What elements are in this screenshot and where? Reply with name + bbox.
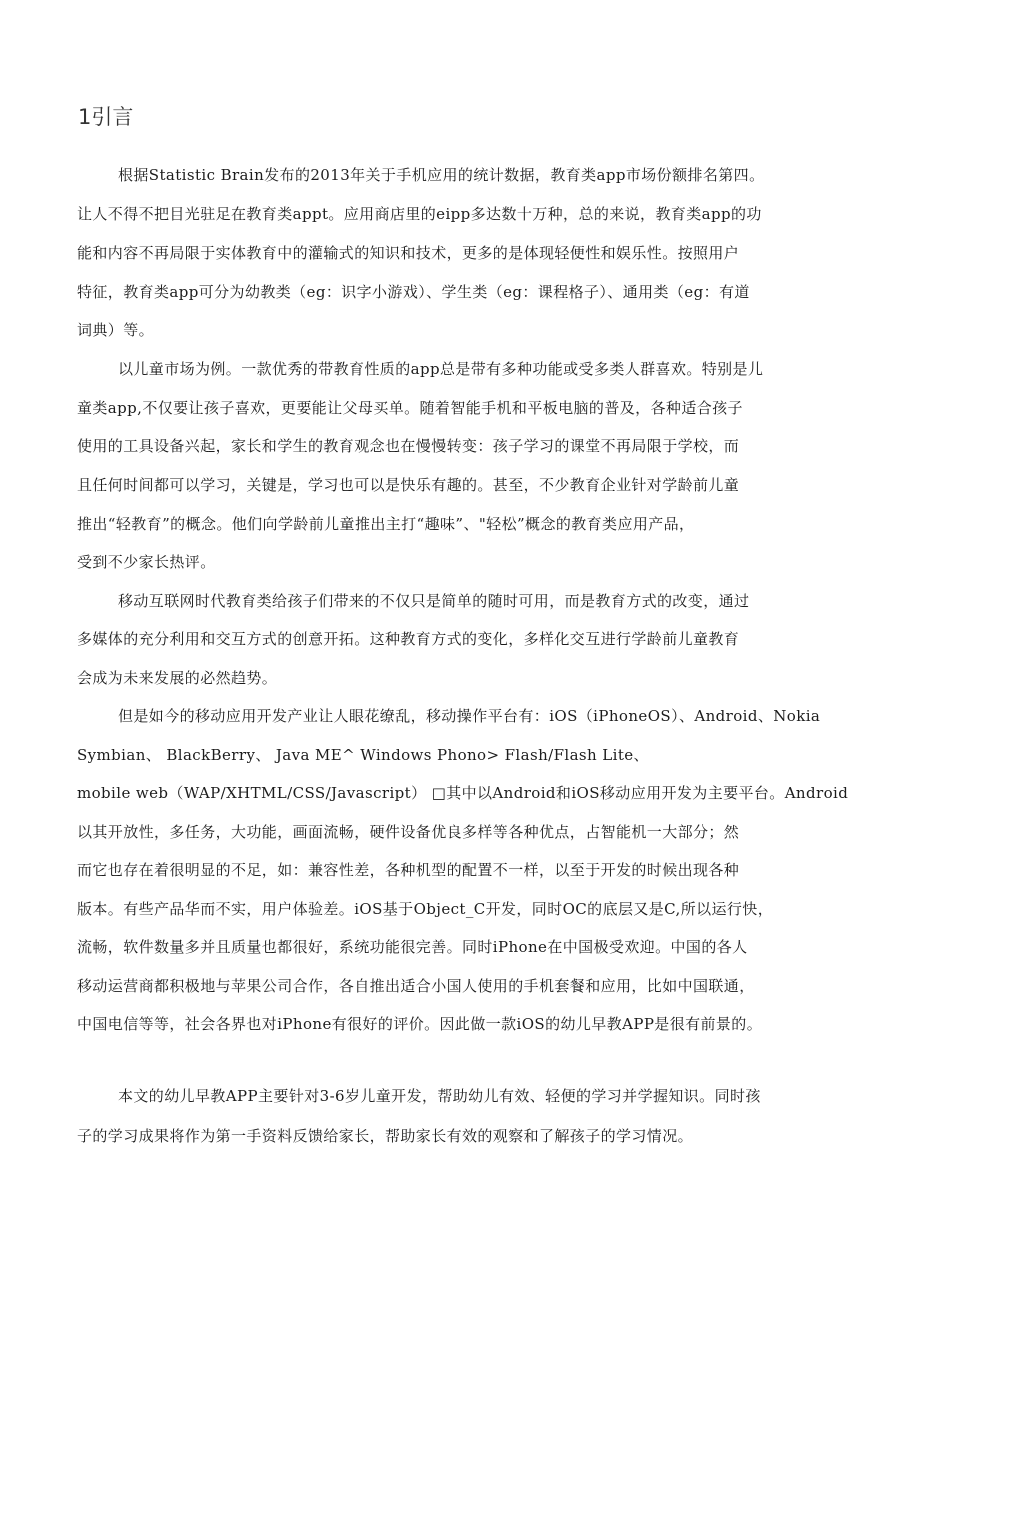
paragraph-line: 流畅，软件数量多并且质量也都很好，系统功能很完善。同时iPhone在中国极受欢迎。中国的各人 bbox=[77, 938, 748, 956]
paragraph-line: 移动互联网时代教育类给孩子们带来的不仅只是简单的随时可用，而是教育方式的改变，通过 bbox=[118, 592, 750, 610]
paragraph-line: 多媒体的充分利用和交互方式的创意开拓。这种教育方式的变化，多样化交互进行学龄前儿童教育 bbox=[77, 630, 740, 648]
paragraph-line: 受到不少家长热评。 bbox=[77, 553, 216, 571]
paragraph-line: Symbian、 BlackBerry、 Java ME^ Windows Phono> Flash/Flash Lite、 bbox=[77, 746, 649, 764]
paragraph-line: 推出“轻教育”的概念。他们向学龄前儿童推出主打“趣味”、"轻松”概念的教育类应用产品， bbox=[77, 515, 695, 533]
paragraph-line: 让人不得不把目光驻足在教育类appt。应用商店里的eipp多达数十万种，总的来说，教育类app的功 bbox=[77, 205, 762, 223]
paragraph-line: 以儿童市场为例。一款优秀的带教育性质的app总是带有多种功能或受多类人群喜欢。特别是儿 bbox=[118, 360, 764, 378]
paragraph-line: 子的学习成果将作为第一手资料反馈给家长，帮助家长有效的观察和了解孩子的学习情况。 bbox=[77, 1127, 694, 1145]
paragraph-line: 版本。有些产品华而不实，用户体验差。iOS基于Object_C开发，同时OC的底层又是C,所以运行快， bbox=[77, 900, 774, 918]
paragraph-line: 而它也存在着很明显的不足，如：兼容性差，各种机型的配置不一样，以至于开发的时候出现各种 bbox=[77, 861, 740, 879]
paragraph-line: 移动运营商都积极地与苹果公司合作，各自推出适合小国人使用的手机套餐和应用，比如中国联通， bbox=[77, 977, 755, 995]
paragraph-line: 词典）等。 bbox=[77, 321, 155, 339]
paragraph-line: 童类app,不仅要让孩子喜欢，更要能让父母买单。随着智能手机和平板电脑的普及，各种适合孩子 bbox=[77, 399, 743, 417]
paragraph-line: 使用的工具设备兴起，家长和学生的教育观念也在慢慢转变：孩子学习的课堂不再局限于学校，而 bbox=[77, 437, 740, 455]
paragraph-line: 特征，教育类app可分为幼教类（eg：识字小游戏）、学生类（eg：课程格子）、通用类（eg：有道 bbox=[77, 283, 750, 301]
paragraph-line: 本文的幼儿早教APP主要针对3-6岁儿童开发，帮助幼儿有效、轻便的学习并学握知识。同时孩 bbox=[118, 1087, 761, 1105]
paragraph-line: 会成为未来发展的必然趋势。 bbox=[77, 669, 278, 687]
paragraph-line: 且任何时间都可以学习，关键是，学习也可以是快乐有趣的。甚至，不少教育企业针对学龄前儿童 bbox=[77, 476, 740, 494]
section-heading: 1引言 bbox=[78, 105, 134, 129]
paragraph-line: 根据Statistic Brain发布的2013年关于手机应用的统计数据，教育类app市场份额排名第四。 bbox=[118, 166, 765, 184]
paragraph-line: 以其开放性，多任务，大功能，画面流畅，硬件设备优良多样等各种优点，占智能机一大部分；然 bbox=[77, 823, 740, 841]
paragraph-line: 中国电信等等，社会各界也对iPhone有很好的评价。因此做一款iOS的幼儿早教APP是很有前景的。 bbox=[77, 1015, 763, 1033]
paragraph-line: 能和内容不再局限于实体教育中的灌输式的知识和技术，更多的是体现轻便性和娱乐性。按照用户 bbox=[77, 244, 740, 262]
paragraph-line: mobile web（WAP/XHTML/CSS/Javascript） □其中以Android和iOS移动应用开发为主要平台。Android bbox=[77, 784, 849, 802]
paragraph-line: 但是如今的移动应用开发产业让人眼花缭乱，移动操作平台有：iOS（iPhoneOS）、Android、Nokia bbox=[118, 707, 821, 725]
